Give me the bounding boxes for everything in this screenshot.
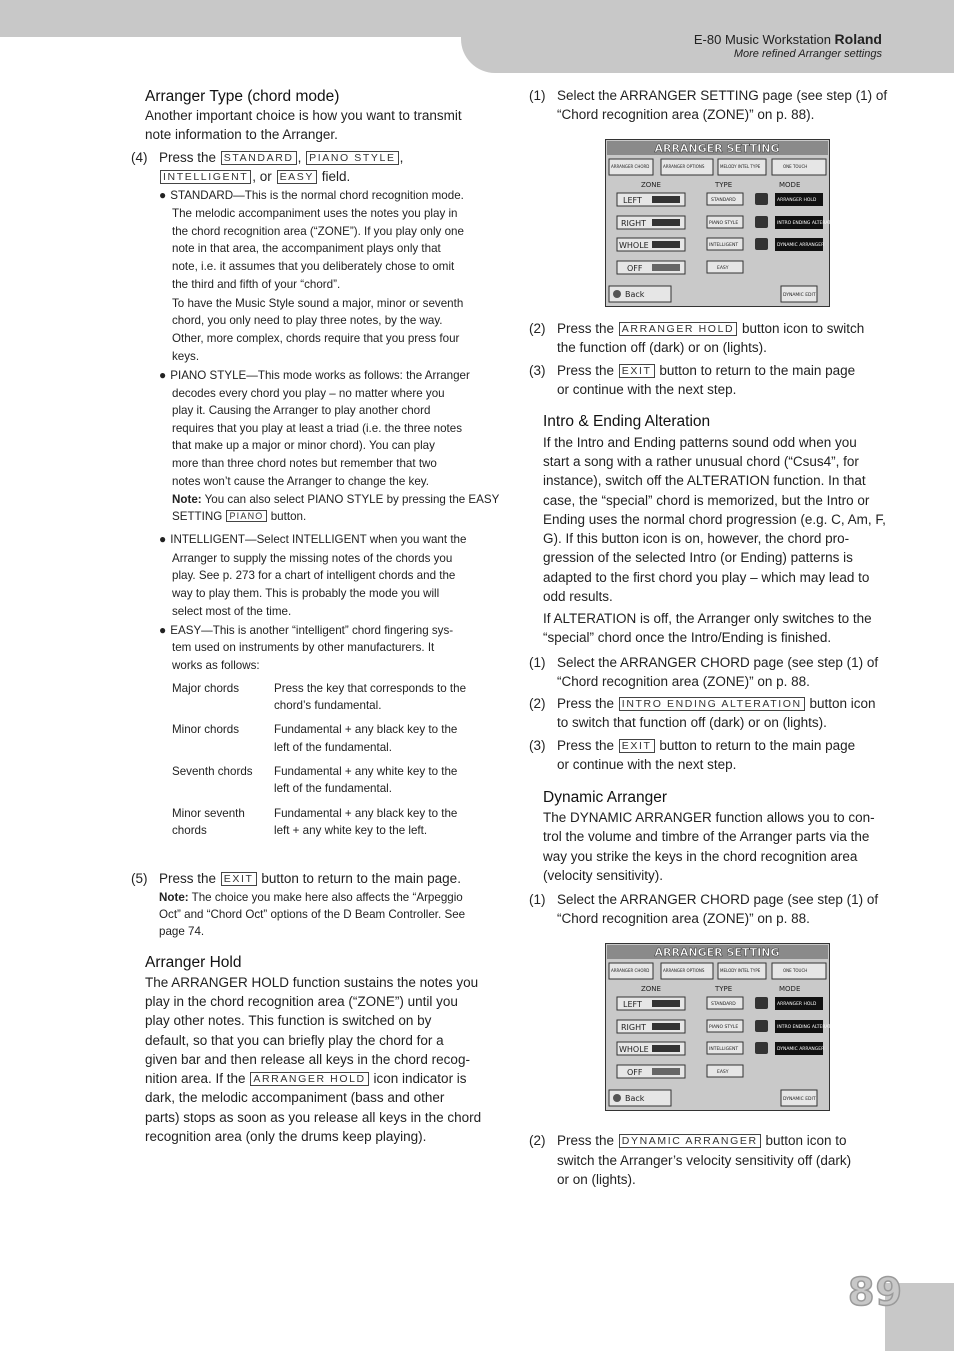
text-line: To have the Music Style sound a major, minor or seventh xyxy=(172,297,464,310)
text-line: Press the INTRO ENDING ALTERATION button icon xyxy=(557,696,876,711)
svg-text:LEFT: LEFT xyxy=(623,196,642,205)
svg-text:ARRANGER OPTIONS: ARRANGER OPTIONS xyxy=(663,968,705,973)
bullet-standard: ● STANDARD—This is the normal chord recognition mode. xyxy=(159,187,464,205)
text-line: trol the volume and timbre of the Arranger parts via the xyxy=(543,829,870,844)
svg-text:ARRANGER OPTIONS: ARRANGER OPTIONS xyxy=(663,164,705,169)
svg-text:OFF: OFF xyxy=(627,1068,643,1077)
bullet-piano-style: ● PIANO STYLE—This mode works as follows: the Arranger xyxy=(159,367,470,385)
table-key: Minor chords xyxy=(172,723,240,736)
svg-text:DYNAMIC ARRANGER: DYNAMIC ARRANGER xyxy=(777,1047,825,1052)
table-value: Fundamental + any white key to the xyxy=(274,765,458,778)
text-line: instance), switch off the ALTERATION function. In that xyxy=(543,473,866,488)
text-line: Select the ARRANGER CHORD page (see step (1) of xyxy=(557,892,879,907)
text-line: recognition area (only the drums keep playing). xyxy=(145,1129,427,1144)
text-line: requires that you play at least a triad (i.e. the three notes xyxy=(172,422,463,435)
svg-text:MELODY INTEL TYPE: MELODY INTEL TYPE xyxy=(720,968,761,973)
table-key: Minor seventh xyxy=(172,807,245,820)
intro-ending-alteration-button-ref: INTRO ENDING ALTERATION xyxy=(619,697,805,711)
heading-dynamic-arranger: Dynamic Arranger xyxy=(543,789,668,806)
svg-text:DYNAMIC EDIT: DYNAMIC EDIT xyxy=(783,293,816,298)
text-line: Ending uses the normal chord progression (e.g. C, Am, F, xyxy=(543,512,886,527)
svg-text:MODE: MODE xyxy=(779,181,801,189)
svg-text:INTELLIGENT: INTELLIGENT xyxy=(709,1047,739,1052)
heading-arranger-hold: Arranger Hold xyxy=(145,954,242,971)
text-line: dark, the melodic accompaniment (bass and other xyxy=(145,1090,445,1105)
note-line: Note: The choice you make here also affects the “Arpeggio xyxy=(159,891,463,904)
svg-text:STANDARD: STANDARD xyxy=(711,1002,736,1007)
text-line: the third and fifth of your “chord”. xyxy=(172,278,341,291)
text-line: play. See p. 273 for a chart of intelligent chords and the xyxy=(172,569,456,582)
text-line: odd results. xyxy=(543,589,613,604)
svg-text:TYPE: TYPE xyxy=(715,985,733,993)
table-value: left of the fundamental. xyxy=(274,741,392,754)
text-line: Press the DYNAMIC ARRANGER button icon to xyxy=(557,1133,847,1148)
text-line: switch the Arranger’s velocity sensitivity off (dark) xyxy=(557,1153,852,1168)
text-line: nition area. If the ARRANGER HOLD icon indicator is xyxy=(145,1071,467,1086)
bullet-intelligent: ● INTELLIGENT—Select INTELLIGENT when you want the xyxy=(159,531,466,549)
running-header: E-80 Music Workstation Roland xyxy=(693,31,882,47)
text-line: (velocity sensitivity). xyxy=(543,868,664,883)
svg-text:Back: Back xyxy=(625,1094,645,1103)
svg-text:EASY: EASY xyxy=(717,266,729,271)
table-value: left of the fundamental. xyxy=(274,782,392,795)
piano-button-ref: PIANO xyxy=(226,510,266,522)
text-line: default, so that you can briefly play the chord for a xyxy=(145,1033,444,1048)
text-line: play other notes. This function is switched on by xyxy=(145,1013,432,1028)
note-line: Oct” and “Chord Oct” options of the D Beam Controller. See xyxy=(159,908,466,921)
text-line: Press the EXIT button to return to the main page xyxy=(557,738,856,753)
text-line: parts) stops as soon as you release all keys in the chord xyxy=(145,1110,482,1125)
screen-title: ARRANGER SETTING xyxy=(654,142,780,155)
svg-text:MELODY INTEL TYPE: MELODY INTEL TYPE xyxy=(720,164,761,169)
step-number: (2) xyxy=(529,696,546,711)
text-line: decodes every chord you play – no matter where you xyxy=(172,387,445,400)
text-line: Other, more complex, chords require that you press four xyxy=(172,332,460,345)
intro-line: note information to the Arranger. xyxy=(145,127,338,142)
step-number: (2) xyxy=(529,1133,546,1148)
text-line: way to play them. This is probably the mode you will xyxy=(172,587,440,600)
text-line: Select the ARRANGER CHORD page (see step (1) of xyxy=(557,655,879,670)
svg-text:LEFT: LEFT xyxy=(623,1000,642,1009)
svg-text:STANDARD: STANDARD xyxy=(711,198,736,203)
step-number: (3) xyxy=(529,738,546,753)
step-4-line2: INTELLIGENT , or EASY field. xyxy=(159,167,350,186)
table-key: Seventh chords xyxy=(172,765,253,778)
table-value: Fundamental + any black key to the xyxy=(274,723,458,736)
svg-text:WHOLE: WHOLE xyxy=(619,241,649,250)
svg-text:EASY: EASY xyxy=(717,1070,729,1075)
svg-text:ARRANGER HOLD: ARRANGER HOLD xyxy=(777,198,817,203)
svg-text:ZONE: ZONE xyxy=(641,985,661,993)
exit-button-ref: EXIT xyxy=(221,872,257,886)
dynamic-arranger-button-ref: DYNAMIC ARRANGER xyxy=(619,1134,761,1148)
text-line: notes won’t cause the Arranger to change the key. xyxy=(172,475,429,488)
svg-text:ARRANGER CHORD: ARRANGER CHORD xyxy=(611,968,650,973)
svg-text:RIGHT: RIGHT xyxy=(621,1023,647,1032)
piano-note-line2: SETTING PIANO button. xyxy=(172,510,307,523)
text-line: Press the EXIT button to return to the main page xyxy=(557,363,856,378)
text-line: gression of the selected Intro (or Ending) patterns is xyxy=(543,550,853,565)
text-line: The DYNAMIC ARRANGER function allows you to con- xyxy=(543,810,875,825)
intelligent-button-ref: INTELLIGENT xyxy=(160,170,251,184)
arranger-hold-button-ref: ARRANGER HOLD xyxy=(250,1072,368,1086)
step-number: (4) xyxy=(131,150,148,165)
text-line: the chord recognition area (“ZONE”). If you play only one xyxy=(172,225,464,238)
svg-text:INTELLIGENT: INTELLIGENT xyxy=(709,243,739,248)
step-number: (3) xyxy=(529,363,546,378)
exit-button-ref: EXIT xyxy=(619,364,655,378)
svg-text:ARRANGER CHORD: ARRANGER CHORD xyxy=(611,164,650,169)
svg-text:RIGHT: RIGHT xyxy=(621,219,647,228)
note-line: page 74. xyxy=(159,925,205,938)
piano-style-button-ref: PIANO STYLE xyxy=(306,151,398,165)
text-line: note in that area, the accompaniment plays only that xyxy=(172,242,441,255)
table-value: Press the key that corresponds to the xyxy=(274,682,467,695)
svg-text:PIANO STYLE: PIANO STYLE xyxy=(709,1025,739,1030)
svg-text:ONE TOUCH: ONE TOUCH xyxy=(783,968,808,973)
text-line: Press the ARRANGER HOLD button icon to switch xyxy=(557,321,865,336)
text-line: start a song with a rather unusual chord (“Csus4”, for xyxy=(543,454,859,469)
text-line: to switch that function off (dark) or on (lights). xyxy=(557,715,827,730)
step-number: (1) xyxy=(529,892,546,907)
svg-text:PIANO STYLE: PIANO STYLE xyxy=(709,221,739,226)
text-line: given bar and then release all keys in the chord recog- xyxy=(145,1052,470,1067)
svg-text:DYNAMIC EDIT: DYNAMIC EDIT xyxy=(783,1097,816,1102)
text-line: more than three chord notes but remember that two xyxy=(172,457,437,470)
text-line: “special” chord once the Intro/Ending is finished. xyxy=(543,630,832,645)
step-number: (1) xyxy=(529,655,546,670)
text-line: select most of the time. xyxy=(172,605,292,618)
text-line: tem used on instruments by other manufacturers. It xyxy=(172,641,435,654)
step-number: (5) xyxy=(131,871,148,886)
svg-text:DYNAMIC ARRANGER: DYNAMIC ARRANGER xyxy=(777,243,825,248)
svg-text:OFF: OFF xyxy=(627,264,643,273)
text-line: or on (lights). xyxy=(557,1172,636,1187)
text-line: The melodic accompaniment uses the notes you play in xyxy=(172,207,458,220)
easy-button-ref: EASY xyxy=(277,170,317,184)
standard-button-ref: STANDARD xyxy=(221,151,297,165)
text-line: “Chord recognition area (ZONE)” on p. 88. xyxy=(557,911,810,926)
step-4-line1: Press the STANDARD , PIANO STYLE , xyxy=(159,150,404,165)
text-line: chord, you only need to play three notes, by the way. xyxy=(172,314,443,327)
svg-text:INTRO ENDING ALTERATION: INTRO ENDING ALTERATION xyxy=(777,1025,840,1030)
text-line: or continue with the next step. xyxy=(557,382,737,397)
text-line: works as follows: xyxy=(172,659,260,672)
running-subtitle: More refined Arranger settings xyxy=(733,48,882,60)
table-value: left + any white key to the left. xyxy=(274,824,428,837)
svg-text:INTRO ENDING ALTERATION: INTRO ENDING ALTERATION xyxy=(777,221,840,226)
text-line: G). If this button icon is on, however, the chord pro- xyxy=(543,531,850,546)
arranger-setting-screenshot xyxy=(605,139,840,307)
text-line: keys. xyxy=(172,350,200,363)
heading-arranger-type: Arranger Type (chord mode) xyxy=(145,88,340,105)
text-line: that make up a major or minor chord). You can play xyxy=(172,439,435,452)
text-line: note, i.e. it assumes that you deliberately chose to omit xyxy=(172,260,455,273)
page-number: 89 xyxy=(848,1270,903,1314)
text-line: The ARRANGER HOLD function sustains the notes you xyxy=(145,975,479,990)
piano-note: Note: You can also select PIANO STYLE by pressing the EASY xyxy=(172,493,500,506)
text-line: “Chord recognition area (ZONE)” on p. 88. xyxy=(557,674,810,689)
step-number: (2) xyxy=(529,321,546,336)
table-value: Fundamental + any black key to the xyxy=(274,807,458,820)
text-line: “Chord recognition area (ZONE)” on p. 88). xyxy=(557,107,815,122)
text-line: or continue with the next step. xyxy=(557,757,737,772)
svg-text:ARRANGER HOLD: ARRANGER HOLD xyxy=(777,1002,817,1007)
table-key: Major chords xyxy=(172,682,240,695)
svg-text:TYPE: TYPE xyxy=(715,181,733,189)
svg-text:ZONE: ZONE xyxy=(641,181,661,189)
heading-intro-ending: Intro & Ending Alteration xyxy=(543,413,711,430)
text-line: Arranger to supply the missing notes of the chords you xyxy=(172,552,453,565)
text-line: play it. Causing the Arranger to play another chord xyxy=(172,404,431,417)
table-key: chords xyxy=(172,824,207,837)
table-value: chord’s fundamental. xyxy=(274,699,382,712)
text-line: If the Intro and Ending patterns sound odd when you xyxy=(543,435,857,450)
text-line: adapted to the first chord you play – which may lead to xyxy=(543,570,870,585)
text-line: If ALTERATION is off, the Arranger only switches to the xyxy=(543,611,872,626)
svg-text:ONE TOUCH: ONE TOUCH xyxy=(783,164,808,169)
svg-text:MODE: MODE xyxy=(779,985,801,993)
arranger-hold-button-ref: ARRANGER HOLD xyxy=(619,322,737,336)
svg-text:WHOLE: WHOLE xyxy=(619,1045,649,1054)
arranger-setting-screenshot-2 xyxy=(605,943,840,1111)
text-line: play in the chord recognition area (“ZONE”) until you xyxy=(145,994,458,1009)
text-line: way you strike the keys in the chord recognition area xyxy=(543,849,858,864)
step-number: (1) xyxy=(529,88,546,103)
screen-title: ARRANGER SETTING xyxy=(654,946,780,959)
text-line: Select the ARRANGER SETTING page (see step (1) of xyxy=(557,88,888,103)
svg-text:Back: Back xyxy=(625,290,645,299)
bullet-easy: ● EASY—This is another “intelligent” chord fingering sys- xyxy=(159,622,453,640)
exit-button-ref: EXIT xyxy=(619,739,655,753)
intro-line: Another important choice is how you want to transmit xyxy=(145,108,462,123)
text-line: case, the “special” chord is memorized, but the Intro or xyxy=(543,493,870,508)
step-5: Press the EXIT button to return to the main page. xyxy=(159,871,461,886)
text-line: the function off (dark) or on (lights). xyxy=(557,340,767,355)
